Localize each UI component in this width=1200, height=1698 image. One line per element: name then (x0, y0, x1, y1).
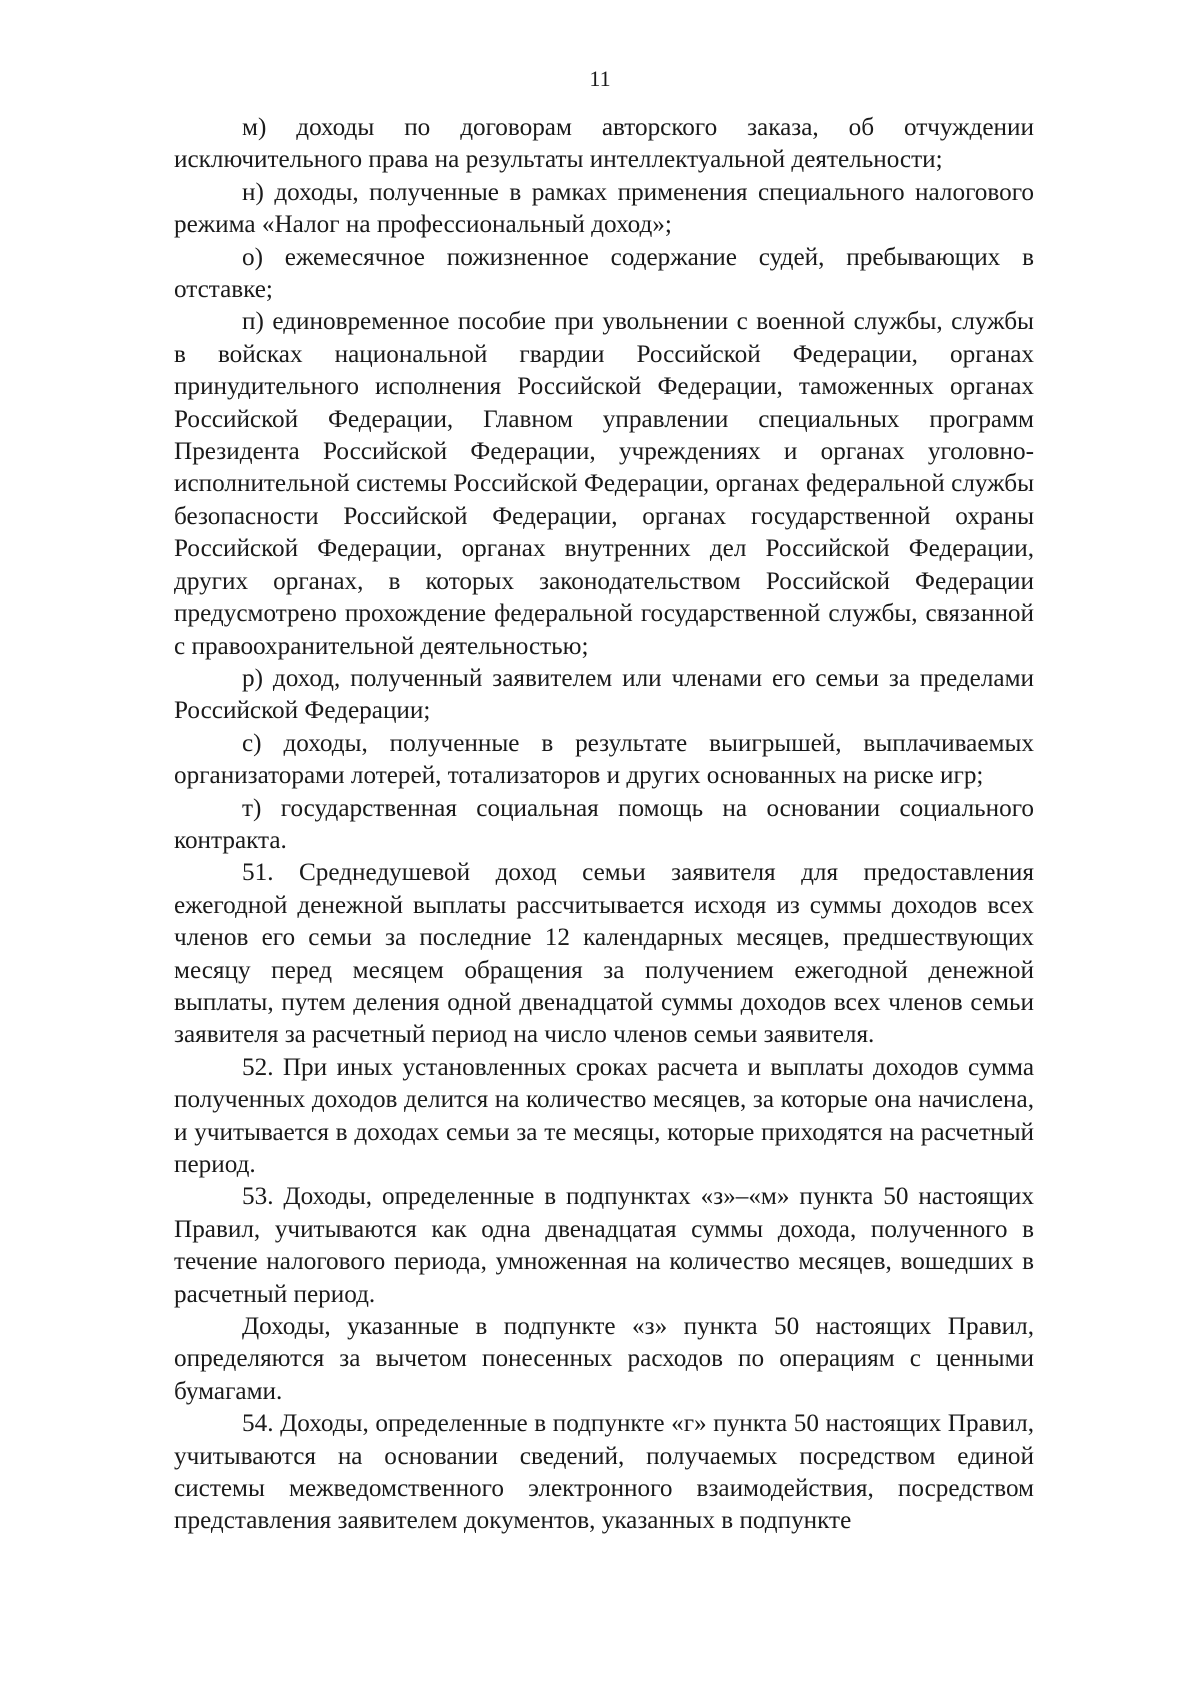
paragraph-income-p: п) единовременное пособие при увольнении с военной службы, службы в войсках национальной гвардии Российской Федерации, органах принудительного исполнения Российской Федерации, таможенных органах Российской Федерации, Главном управлении специальных программ Президента Российской Федерации, учреждениях и органах уголовно-исполнительной системы Российской Федерации, органах федеральной службы безопасности Российской Федерации, органах государственной охраны Российской Федерации, органах внутренних дел Российской Федерации, других органах, в которых законодательством Российской Федерации предусмотрено прохождение федеральной государственной службы, связанной с правоохранительной деятельностью; (174, 308, 1034, 660)
paragraph-item-51: 51. Среднедушевой доход семьи заявителя для предоставления ежегодной денежной выплаты рассчитывается исходя из суммы доходов всех членов его семьи за последние 12 календарных месяцев, предшествующих месяцу перед месяцем обращения за получением ежегодной денежной выплаты, путем деления одной двенадцатой суммы доходов всех членов семьи заявителя за расчетный период на число членов семьи заявителя. (174, 859, 1034, 1049)
paragraph-income-m: м) доходы по договорам авторского заказа, об отчуждении исключительного права на результаты интеллектуальной деятельности; (174, 114, 1034, 174)
page-number: 11 (589, 66, 611, 91)
paragraph-item-53-continued: Доходы, указанные в подпункте «з» пункта 50 настоящих Правил, определяются за вычетом понесенных расходов по операциям с ценными бумагами. (174, 1313, 1034, 1405)
paragraph-item-52: 52. При иных установленных сроках расчета и выплаты доходов сумма полученных доходов делится на количество месяцев, за которые она начислена, и учитывается в доходах семьи за те месяцы, которые приходятся на расчетный период. (174, 1053, 1034, 1178)
paragraph-income-o: о) ежемесячное пожизненное содержание судей, пребывающих в отставке; (174, 243, 1034, 304)
paragraph-item-54: 54. Доходы, определенные в подпункте «г» пункта 50 настоящих Правил, учитываются на основании сведений, получаемых посредством единой системы межведомственного электронного взаимодействия, посредством представления заявителем документов, указанных в подпункте (174, 1410, 1034, 1535)
paragraph-income-t: т) государственная социальная помощь на основании социального контракта. (174, 794, 1034, 854)
paragraph-income-r: р) доход, полученный заявителем или членами его семьи за пределами Российской Федерации; (174, 664, 1034, 725)
document-body (174, 112, 1034, 1538)
paragraph-income-s: с) доходы, полученные в результате выигрышей, выплачиваемых организаторами лотерей, тотализаторов и других основанных на риске игр; (174, 729, 1034, 790)
paragraph-income-n: н) доходы, полученные в рамках применения специального налогового режима «Налог на профессиональный доход»; (174, 178, 1034, 239)
paragraph-item-53: 53. Доходы, определенные в подпунктах «з»–«м» пункта 50 настоящих Правил, учитываются как одна двенадцатая суммы дохода, полученного в течение налогового периода, умноженная на количество месяцев, вошедших в расчетный период. (174, 1183, 1034, 1308)
